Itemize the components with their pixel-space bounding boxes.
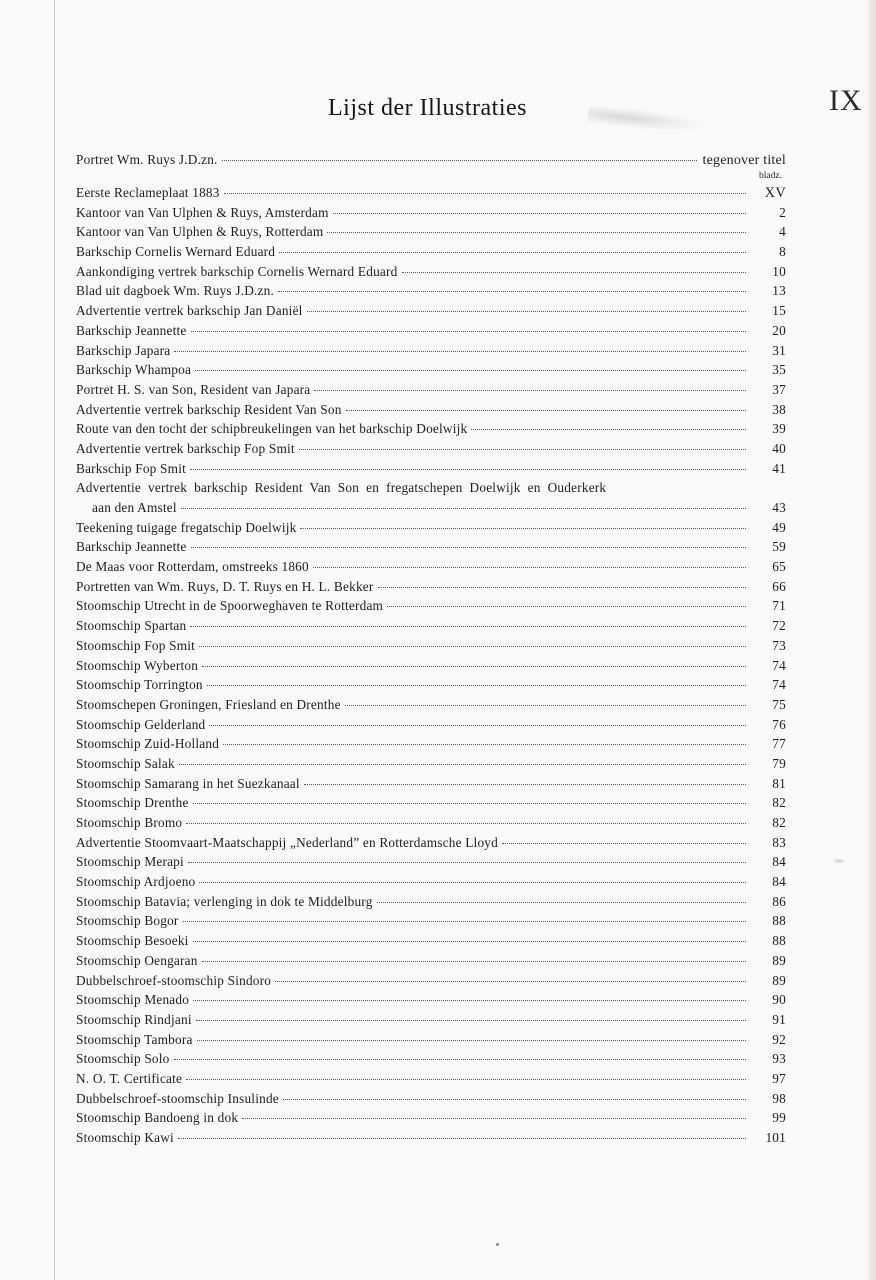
entry-page: 99 <box>772 1110 786 1126</box>
dot-leader <box>199 646 746 647</box>
entry-title: De Maas voor Rotterdam, omstreeks 1860 <box>76 559 309 575</box>
dot-leader <box>190 626 746 627</box>
entry-page: 73 <box>772 637 786 653</box>
entry-page: 98 <box>772 1090 786 1106</box>
dot-leader <box>223 744 746 745</box>
dot-leader <box>193 803 746 804</box>
dot-leader <box>174 1059 746 1060</box>
entry-page: 35 <box>772 362 786 378</box>
entry-page: 101 <box>765 1130 786 1145</box>
list-item <box>76 439 786 459</box>
dot-leader <box>193 1000 746 1001</box>
list-item <box>76 380 786 400</box>
list-item <box>76 1010 786 1030</box>
entry-page: 65 <box>772 559 786 575</box>
entry-title: Blad uit dagboek Wm. Ruys J.D.zn. <box>76 283 275 299</box>
list-item <box>76 892 786 912</box>
entry-page: 71 <box>772 598 786 614</box>
entry-title: Kantoor van Van Ulphen & Ruys, Amsterdam <box>76 204 329 220</box>
list-item <box>76 1089 786 1109</box>
list-item <box>76 262 786 282</box>
entry-page: 15 <box>772 303 786 319</box>
dot-leader <box>222 160 697 161</box>
entry-page: 83 <box>772 834 786 850</box>
list-item <box>76 222 786 242</box>
dot-leader <box>193 941 746 942</box>
list-item <box>76 301 786 321</box>
entry-page: 76 <box>772 716 786 732</box>
list-item <box>76 656 786 676</box>
entries-group-a <box>76 183 786 478</box>
entry-page: 41 <box>772 460 786 476</box>
entry-page: 13 <box>772 283 786 299</box>
list-item <box>76 931 786 951</box>
dot-leader <box>387 606 746 607</box>
entry-title: Stoomschip Oengaran <box>76 952 198 968</box>
entry-title: Dubbelschroef-stoomschip Insulinde <box>76 1090 279 1106</box>
dot-leader <box>181 508 746 509</box>
page-number: IX <box>829 84 863 117</box>
entry-title: Portret H. S. van Son, Resident van Japara <box>76 381 311 397</box>
paper-dot <box>496 1243 499 1246</box>
entry-page: 66 <box>772 578 786 594</box>
list-item <box>76 636 786 656</box>
dot-leader <box>471 429 746 430</box>
entry-page: 77 <box>772 736 786 752</box>
list-item <box>76 150 786 170</box>
entry-page: 74 <box>772 677 786 693</box>
list-item <box>76 852 786 872</box>
list-item <box>76 911 786 931</box>
entry-title: Stoomschip Batavia; verlenging in dok te Middelburg <box>76 893 373 909</box>
entry-page: 81 <box>772 775 786 791</box>
entry-page: 82 <box>772 815 786 830</box>
entry-page: 31 <box>772 342 786 358</box>
entry-page: 82 <box>772 795 786 811</box>
dot-leader <box>313 567 746 568</box>
entry-title: Aankondiging vertrek barkschip Cornelis Wernard Eduard <box>76 263 398 279</box>
list-item <box>76 951 786 971</box>
entry-title: Stoomschip Spartan <box>76 618 187 634</box>
entry-title: Kantoor van Van Ulphen & Ruys, Rotterdam <box>76 224 324 240</box>
dot-leader <box>174 351 746 352</box>
list-item <box>76 734 786 754</box>
dot-leader <box>186 823 746 824</box>
entry-title: Barkschip Fop Smit <box>76 460 186 476</box>
entry-title: Stoomschepen Groningen, Friesland en Drenthe <box>76 696 341 712</box>
entry-title: Stoomschip Menado <box>76 992 190 1008</box>
list-item <box>76 459 786 479</box>
entry-title: Stoomschip Wyberton <box>76 657 199 673</box>
entry-title: Advertentie vertrek barkschip Jan Daniël <box>76 303 303 319</box>
entry-page: 8 <box>779 244 786 260</box>
entry-page: 37 <box>772 381 786 397</box>
entry-title: Stoomschip Besoeki <box>76 933 189 949</box>
entry-title: Stoomschip Salak <box>76 755 175 771</box>
dot-leader <box>202 961 746 962</box>
list-item <box>76 400 786 420</box>
dot-leader <box>197 1040 746 1041</box>
entry-title: Stoomschip Bogor <box>76 913 179 929</box>
entry-title: Stoomschip Solo <box>76 1051 170 1067</box>
list-item <box>76 419 786 439</box>
entry-title-line1: Advertentie vertrek barkschip Resident Van Son en fregatschepen Doelwijk en Ouderkerk <box>76 480 607 496</box>
list-item <box>76 990 786 1010</box>
dot-leader <box>377 902 746 903</box>
entry-page: 89 <box>772 972 786 988</box>
list-item <box>76 557 786 577</box>
dot-leader <box>183 921 746 922</box>
entry-title-line2: aan den Amstel <box>92 500 177 515</box>
entry-title: Stoomschip Samarang in het Suezkanaal <box>76 775 300 791</box>
dot-leader <box>279 252 746 253</box>
entry-title: Stoomschip Kawi <box>76 1130 174 1145</box>
dot-leader <box>186 1079 746 1080</box>
column-label: bladz. <box>759 171 782 181</box>
list-item <box>76 478 786 517</box>
entry-title: Teekening tuigage fregatschip Doelwijk <box>76 519 297 535</box>
entry-page: 40 <box>772 440 786 456</box>
entry-title: Portretten van Wm. Ruys, D. T. Ruys en H. L. Bekker <box>76 578 374 594</box>
entry-page: 49 <box>772 519 786 535</box>
entry-title: Stoomschip Zuid-Holland <box>76 736 220 752</box>
entry-title: Stoomschip Ardjoeno <box>76 874 196 890</box>
entry-page: 88 <box>772 913 786 929</box>
entry-title: Stoomschip Drenthe <box>76 795 189 811</box>
entry-page: 91 <box>772 1011 786 1027</box>
list-item <box>76 793 786 813</box>
entry-title: Stoomschip Bromo <box>76 815 183 830</box>
dot-leader <box>178 1138 746 1139</box>
list-item <box>76 1128 786 1148</box>
page-fold-line <box>54 0 55 1280</box>
list-item <box>76 1069 786 1089</box>
dot-leader <box>346 410 746 411</box>
entry-page: 92 <box>772 1031 786 1047</box>
list-item <box>76 341 786 361</box>
list-item <box>76 695 786 715</box>
dot-leader <box>199 882 746 883</box>
entry-page: 39 <box>772 421 786 437</box>
entry-title: Stoomschip Tambora <box>76 1031 193 1047</box>
entry-title: Eerste Reclameplaat 1883 <box>76 185 220 200</box>
dot-leader <box>402 272 746 273</box>
entry-page: 84 <box>772 874 786 890</box>
list-item <box>76 518 786 538</box>
entry-page: 43 <box>772 500 786 515</box>
entry-page: 20 <box>772 322 786 338</box>
dot-leader <box>188 862 746 863</box>
entry-page: XV <box>764 185 786 201</box>
list-item <box>76 1049 786 1069</box>
entry-title: Stoomschip Rindjani <box>76 1011 192 1027</box>
page-title: Lijst der Illustraties <box>328 95 527 121</box>
list-item <box>76 1030 786 1050</box>
list-item <box>76 833 786 853</box>
dot-leader <box>224 193 746 194</box>
paper-mark <box>832 858 846 864</box>
entry-page: 38 <box>772 401 786 417</box>
dot-leader <box>196 1020 746 1021</box>
entry-title: Advertentie vertrek barkschip Fop Smit <box>76 440 295 456</box>
dot-leader <box>345 705 746 706</box>
entry-page: 88 <box>772 933 786 949</box>
dot-leader <box>333 213 746 214</box>
entry-title: Barkschip Whampoa <box>76 362 192 378</box>
list-item <box>76 872 786 892</box>
list-item <box>76 675 786 695</box>
list-item <box>76 1108 786 1128</box>
entry-title: Portret Wm. Ruys J.D.zn. <box>76 152 218 167</box>
list-item <box>76 203 786 223</box>
list-item <box>76 754 786 774</box>
dot-leader <box>275 981 746 982</box>
list-item <box>76 774 786 794</box>
dot-leader <box>190 469 746 470</box>
entry-page: 10 <box>772 263 786 279</box>
list-item <box>76 715 786 735</box>
entry-page: tegenover titel <box>702 153 786 168</box>
dot-leader <box>242 1118 746 1119</box>
entry-title: Dubbelschroef-stoomschip Sindoro <box>76 972 272 988</box>
entry-title: Advertentie Stoomvaart-Maatschappij „Nederland” en Rotterdamsche Lloyd <box>76 834 498 850</box>
entry-title: Barkschip Jeannette <box>76 322 187 338</box>
list-item <box>76 813 786 833</box>
dot-leader <box>299 449 746 450</box>
entry-title: Barkschip Jeannette <box>76 539 187 555</box>
list-item <box>76 577 786 597</box>
entry-page: 74 <box>772 657 786 673</box>
dot-leader <box>378 587 746 588</box>
illustration-list <box>76 150 786 1148</box>
entry-page: 72 <box>772 618 786 634</box>
entry-page: 84 <box>772 854 786 870</box>
dot-leader <box>209 725 746 726</box>
entry-page: 59 <box>772 539 786 555</box>
dot-leader <box>191 547 746 548</box>
list-item <box>76 360 786 380</box>
entry-page: 93 <box>772 1051 786 1067</box>
entry-page: 86 <box>772 893 786 909</box>
list-item <box>76 242 786 262</box>
entry-title: Stoomschip Utrecht in de Spoorweghaven te Rotterdam <box>76 598 384 614</box>
list-item <box>76 281 786 301</box>
entry-title: Stoomschip Torrington <box>76 677 203 693</box>
dot-leader <box>304 784 746 785</box>
page-edge <box>868 0 876 1280</box>
list-item <box>76 616 786 636</box>
dot-leader <box>307 311 746 312</box>
entry-page: 79 <box>772 755 786 771</box>
list-item <box>76 537 786 557</box>
dot-leader <box>195 370 746 371</box>
entry-title: Barkschip Cornelis Wernard Eduard <box>76 244 276 260</box>
entry-page: 4 <box>779 224 786 240</box>
entry-title: N. O. T. Certificate <box>76 1070 183 1086</box>
dot-leader <box>202 666 746 667</box>
entry-page: 97 <box>772 1070 786 1086</box>
entries-group-b <box>76 518 786 1148</box>
dot-leader <box>502 843 746 844</box>
list-item <box>76 596 786 616</box>
entry-page: 75 <box>772 696 786 712</box>
entry-title: Stoomschip Merapi <box>76 854 184 870</box>
dot-leader <box>191 331 746 332</box>
entry-page: 2 <box>779 204 786 220</box>
entry-title: Stoomschip Gelderland <box>76 716 206 732</box>
entry-title: Route van den tocht der schipbreukelingen van het barkschip Doelwijk <box>76 421 468 437</box>
entry-page: 90 <box>772 992 786 1008</box>
dot-leader <box>207 685 746 686</box>
list-item <box>76 971 786 991</box>
entry-page: 89 <box>772 952 786 968</box>
entry-title: Stoomschip Fop Smit <box>76 637 196 653</box>
entry-title: Barkschip Japara <box>76 342 171 358</box>
dot-leader <box>300 528 746 529</box>
list-item <box>76 183 786 203</box>
dot-leader <box>314 390 746 391</box>
dot-leader <box>283 1099 746 1100</box>
entry-title: Advertentie vertrek barkschip Resident Van Son <box>76 401 342 417</box>
dot-leader <box>179 764 746 765</box>
dot-leader <box>278 291 746 292</box>
entry-title: Stoomschip Bandoeng in dok <box>76 1110 239 1126</box>
dot-leader <box>327 232 746 233</box>
list-item <box>76 321 786 341</box>
